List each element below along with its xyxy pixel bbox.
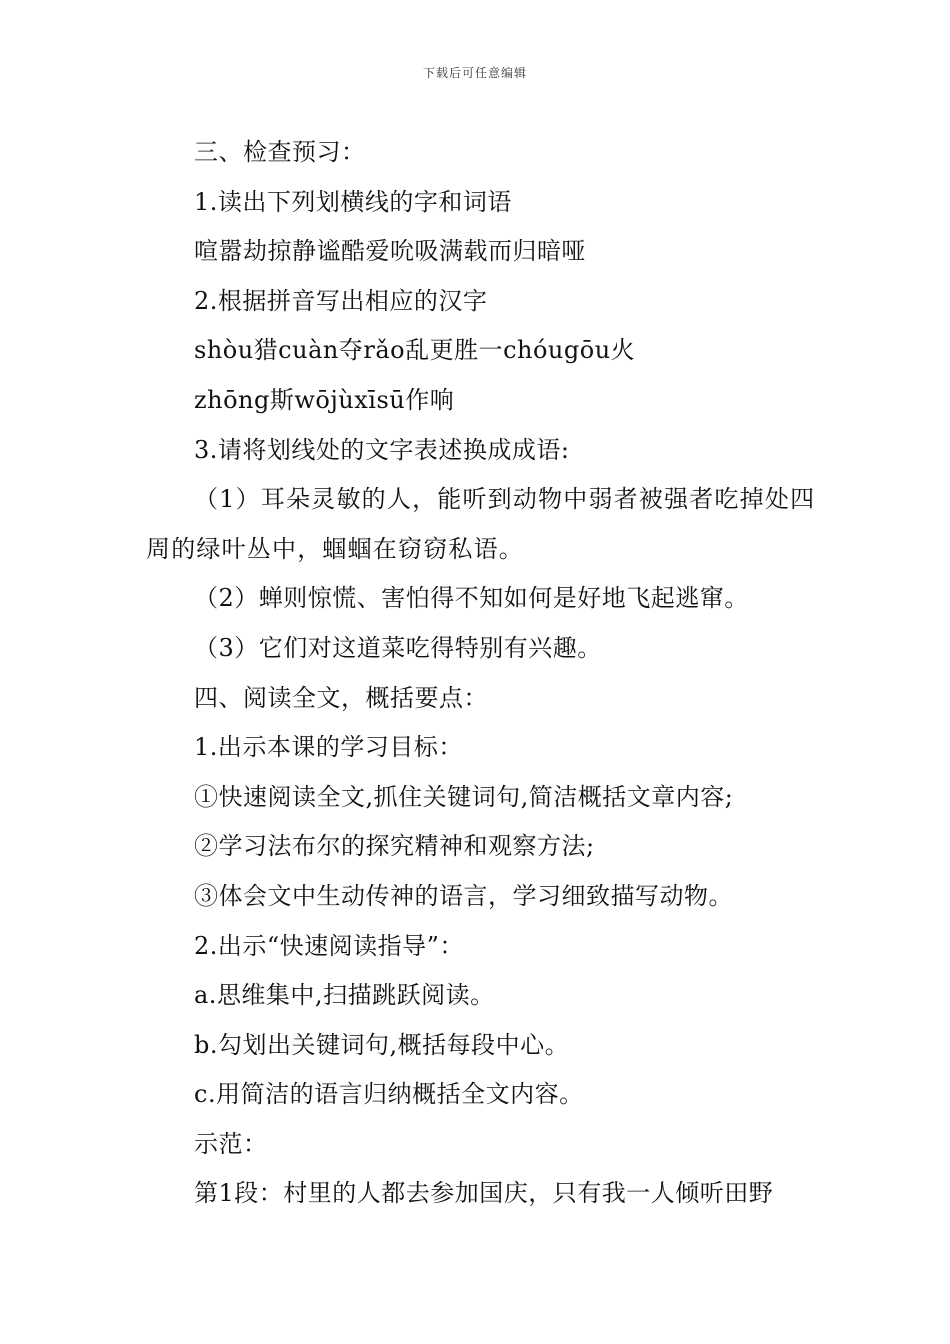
guide-b: b.勾划出关键词句,概括每段中心。 xyxy=(194,1030,570,1059)
exercise-2-title: 2.根据拼音写出相应的汉字 xyxy=(194,286,488,315)
exercise-2-pinyin-2: zhōng斯wōjùxīsū作响 xyxy=(194,385,455,414)
guide-c: c.用简洁的语言归纳概括全文内容。 xyxy=(194,1080,584,1109)
page-header-note: 下载后可任意编辑 xyxy=(422,66,527,80)
reading-guide-title: 2.出示“快速阅读指导”： xyxy=(194,931,464,960)
exercise-3-item-2: （2）蝉则惊慌、害怕得不知如何是好地飞起逃窜。 xyxy=(194,584,749,613)
exercise-1-words: 喧嚣劫掠静谧酷爱吮吸满载而归暗哑 xyxy=(194,237,586,266)
exercise-1-title: 1.读出下列划横线的字和词语 xyxy=(194,187,512,216)
example-label: 示范： xyxy=(194,1129,268,1158)
section-heading-3: 三、检查预习： xyxy=(194,138,366,166)
document-body xyxy=(146,128,816,1219)
goal-2: ②学习法布尔的探究精神和观察方法; xyxy=(194,832,595,861)
example-paragraph-1: 第1段：村里的人都去参加国庆，只有我一人倾听田野 xyxy=(194,1179,774,1208)
goal-3: ③体会文中生动传神的语言，学习细致描写动物。 xyxy=(194,881,733,910)
exercise-3-item-1: （1）耳朵灵敏的人，能听到动物中弱者被强者吃掉处四周的绿叶丛中，蝈蝈在窃窃私语。 xyxy=(146,485,816,563)
goal-1: ①快速阅读全文,抓住关键词句,简洁概括文章内容; xyxy=(194,782,734,811)
exercise-2-pinyin-1: shòu猎cuàn夺rǎo乱更胜一chóugōu火 xyxy=(194,336,636,365)
goals-title: 1.出示本课的学习目标： xyxy=(194,733,463,762)
exercise-3-item-3: （3）它们对这道菜吃得特别有兴趣。 xyxy=(194,633,602,662)
guide-a: a.思维集中,扫描跳跃阅读。 xyxy=(194,981,495,1010)
section-heading-4: 四、阅读全文，概括要点： xyxy=(194,683,488,712)
exercise-3-title: 3.请将划线处的文字表述换成成语: xyxy=(194,435,570,464)
